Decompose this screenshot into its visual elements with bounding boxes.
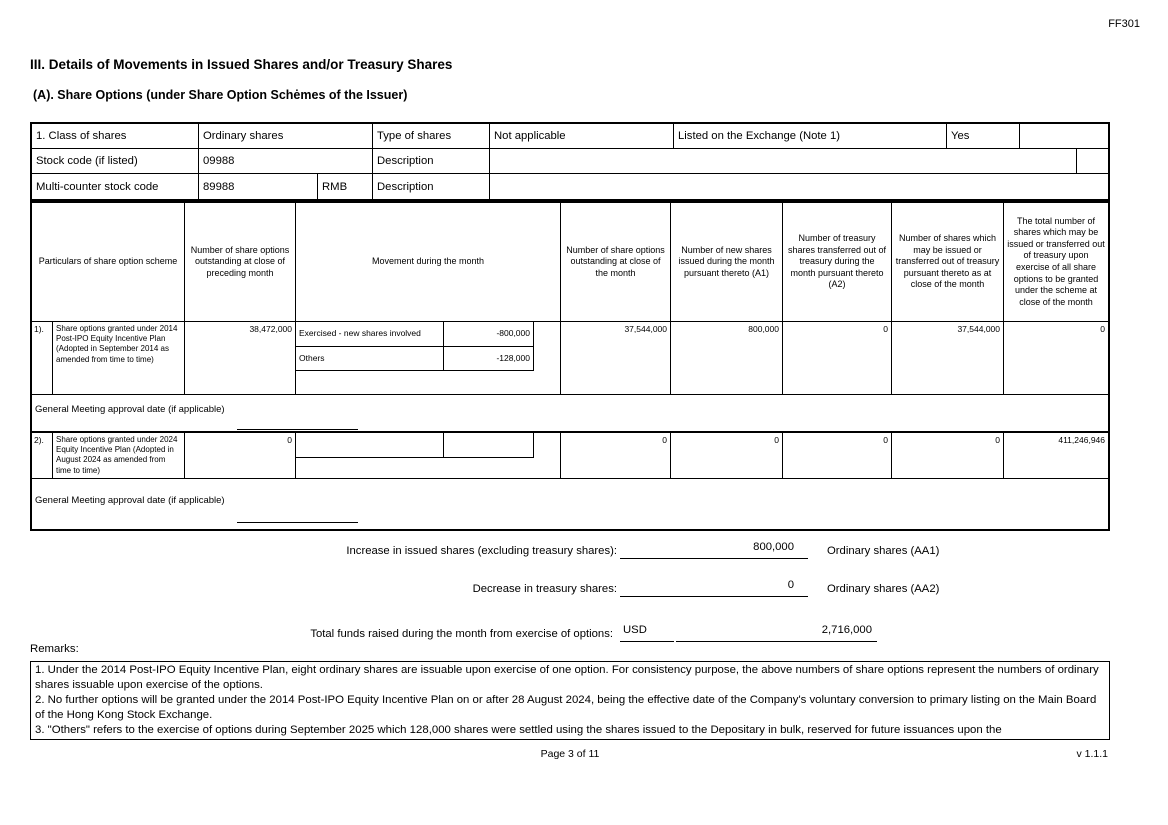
scheme-2-movement-cell <box>296 433 561 479</box>
decrease-treasury-shares-label: Decrease in treasury shares: <box>472 583 617 595</box>
header-total-upon-exercise: The total number of shares which may be issued or transferred out of treasury upon exercise of all share options to be granted under the scheme at close of the month <box>1004 203 1108 322</box>
info-row-class-of-shares <box>32 124 1108 149</box>
scheme-2-may-be-issued: 0 <box>892 433 1004 479</box>
gm-approval-label-1: General Meeting approval date (if applicable) <box>35 404 225 415</box>
type-of-shares-label: Type of shares <box>373 124 490 149</box>
scheme-2-index: 2). <box>32 433 53 479</box>
header-may-be-issued: Number of shares which may be issued or transferred out of treasury pursuant thereto as at close of the month <box>892 203 1004 322</box>
scheme-1-particulars: Share options granted under 2014 Post-IPO Equity Incentive Plan (Adopted in September 2014 as amended from time to time) <box>53 322 185 395</box>
multi-counter-label: Multi-counter stock code <box>32 174 199 199</box>
scheme-1-new-shares-a1: 800,000 <box>671 322 783 395</box>
description-value-2 <box>490 174 1108 199</box>
scheme-2-outstanding-preceding: 0 <box>185 433 296 479</box>
movement-others-value: -128,000 <box>496 353 530 363</box>
class-of-shares-value: Ordinary shares <box>199 124 373 149</box>
scheme-row-2 <box>32 433 1108 479</box>
section-heading: III. Details of Movements in Issued Shares and/or Treasury Shares <box>30 57 453 72</box>
remark-item-1: 1. Under the 2014 Post-IPO Equity Incentive Plan, eight ordinary shares are issuable upon exercise of one option. For consistency purpose, the above numbers of share options represent the numbers of ordinary shares issuable upon exercise of the options. <box>35 664 1099 691</box>
header-movement: Movement during the month <box>296 203 561 322</box>
header-particulars: Particulars of share option scheme <box>32 203 185 322</box>
info-row2-empty-cell <box>1077 149 1108 174</box>
remark-item-2: 2. No further options will be granted under the 2014 Post-IPO Equity Incentive Plan on or after 28 August 2024, being the effective date of the Company's voluntary conversion to primary listing on the Main Board of the Hong Kong Stock Exchange. <box>35 694 1097 721</box>
total-funds-raised-label: Total funds raised during the month from exercise of options: <box>310 628 613 640</box>
share-class-info-table <box>30 122 1110 201</box>
scheme-1-treasury-a2: 0 <box>783 322 892 395</box>
movement-row-others <box>296 346 533 370</box>
remarks-label: Remarks: <box>30 643 79 655</box>
increase-issued-shares-value: 800,000 <box>620 541 808 559</box>
page-indicator: Page 3 of 11 <box>540 748 600 760</box>
gm-approval-row-2 <box>32 479 1108 529</box>
header-outstanding-preceding: Number of share options outstanding at close of preceding month <box>185 203 296 322</box>
scheme-2-movement-box <box>296 433 534 458</box>
scheme-1-outstanding-preceding: 38,472,000 <box>185 322 296 395</box>
info-row-stock-code <box>32 149 1108 174</box>
movement-row-empty <box>296 433 533 457</box>
gm-approval-cell-2 <box>32 479 1108 529</box>
decrease-treasury-shares-value: 0 <box>620 579 808 597</box>
multi-counter-currency: RMB <box>318 174 373 199</box>
movement-empty-value <box>444 433 533 457</box>
remarks-box <box>30 661 1110 740</box>
scheme-2-new-shares-a1: 0 <box>671 433 783 479</box>
scheme-1-total-upon-exercise: 0 <box>1004 322 1108 395</box>
header-treasury-a2: Number of treasury shares transferred out of treasury during the month pursuant thereto (A2) <box>783 203 892 322</box>
gm-approval-label-2: General Meeting approval date (if applicable) <box>35 495 225 506</box>
options-table-header-row <box>32 203 1108 322</box>
type-of-shares-value: Not applicable <box>490 124 674 149</box>
gm-approval-cell-1 <box>32 395 1108 431</box>
scheme-row-1 <box>32 322 1108 395</box>
description-value-1 <box>490 149 1077 174</box>
scheme-2-particulars: Share options granted under 2024 Equity Incentive Plan (Adopted in August 2024 as amended from time to time) <box>53 433 185 479</box>
gm-approval-date-line-1 <box>237 429 358 430</box>
increase-issued-shares-unit: Ordinary shares (AA1) <box>827 545 940 557</box>
scheme-2-total-upon-exercise: 411,246,946 <box>1004 433 1108 479</box>
movement-others-label: Others <box>296 347 444 370</box>
scheme-1-may-be-issued: 37,544,000 <box>892 322 1004 395</box>
share-options-table <box>30 201 1110 531</box>
info-row-multi-counter <box>32 174 1108 199</box>
subsection-heading: (A). Share Options (under Share Option Schėmes of the Issuer) <box>33 88 408 102</box>
movement-exercised-label: Exercised - new shares involved <box>296 322 444 346</box>
scheme-1-movement-box <box>296 322 534 371</box>
scheme-1-movement-cell <box>296 322 561 395</box>
scheme-1-outstanding-close: 37,544,000 <box>561 322 671 395</box>
movement-row-exercised <box>296 322 533 346</box>
remark-item-3: 3. "Others" refers to the exercise of options during September 2025 which 128,000 shares were settled using the shares issued to the Depositary in bulk, reserved for future issuances upon the <box>35 724 1002 736</box>
header-new-shares-a1: Number of new shares issued during the month pursuant thereto (A1) <box>671 203 783 322</box>
movement-empty-label <box>296 433 444 457</box>
info-row1-empty-cell <box>1020 124 1108 149</box>
scheme-1-index: 1). <box>32 322 53 395</box>
multi-counter-value: 89988 <box>199 174 318 199</box>
movement-exercised-value: -800,000 <box>496 328 530 338</box>
description-label-2: Description <box>373 174 490 199</box>
description-label-1: Description <box>373 149 490 174</box>
gm-approval-row-1 <box>32 395 1108 433</box>
increase-issued-shares-label: Increase in issued shares (excluding treasury shares): <box>346 545 617 557</box>
scheme-2-outstanding-close: 0 <box>561 433 671 479</box>
class-of-shares-label: 1. Class of shares <box>32 124 199 149</box>
form-code-label: FF301 <box>1108 18 1140 30</box>
stock-code-label: Stock code (if listed) <box>32 149 199 174</box>
stock-code-value: 09988 <box>199 149 373 174</box>
decrease-treasury-shares-unit: Ordinary shares (AA2) <box>827 583 940 595</box>
gm-approval-date-line-2 <box>237 522 358 523</box>
listed-on-exchange-value: Yes <box>947 124 1020 149</box>
total-funds-value: 2,716,000 <box>676 624 877 642</box>
listed-on-exchange-label: Listed on the Exchange (Note 1) <box>674 124 947 149</box>
total-funds-currency: USD <box>620 624 674 642</box>
header-outstanding-close: Number of share options outstanding at close of the month <box>561 203 671 322</box>
version-label: v 1.1.1 <box>1076 748 1108 760</box>
scheme-2-treasury-a2: 0 <box>783 433 892 479</box>
